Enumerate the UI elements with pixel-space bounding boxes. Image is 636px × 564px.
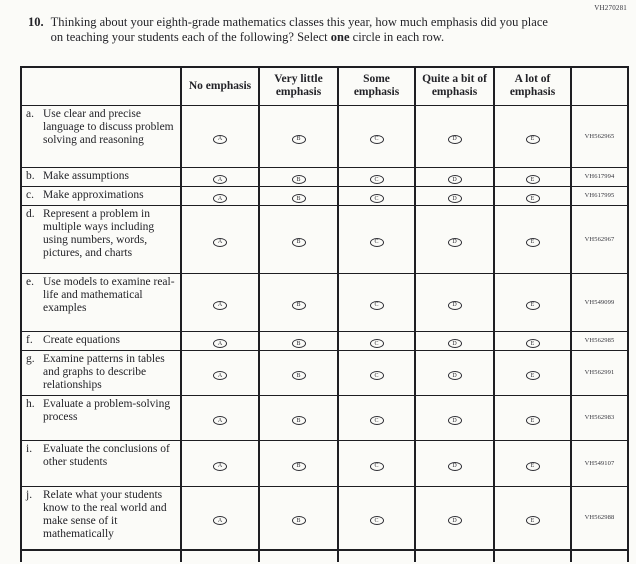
response-oval-d[interactable]: D bbox=[448, 462, 462, 471]
response-oval-c[interactable]: C bbox=[370, 416, 384, 425]
row-statement bbox=[21, 395, 181, 440]
response-oval-b[interactable]: B bbox=[292, 371, 306, 380]
response-oval-b[interactable]: B bbox=[292, 194, 306, 203]
option-cell-e bbox=[494, 105, 571, 167]
response-oval-d[interactable]: D bbox=[448, 371, 462, 380]
row-statement bbox=[21, 186, 181, 205]
emphasis-table-wrap bbox=[20, 66, 629, 562]
row-statement-text: Make assumptions bbox=[43, 169, 129, 182]
response-oval-b[interactable]: B bbox=[292, 301, 306, 310]
option-cell-d bbox=[415, 395, 494, 440]
response-oval-b[interactable]: B bbox=[292, 175, 306, 184]
response-oval-e[interactable]: E bbox=[526, 175, 540, 184]
row-letter: b. bbox=[26, 169, 35, 182]
row-statement-text: Represent a problem in multiple ways including using numbers, words, pictures, and charts bbox=[43, 207, 155, 259]
row-letter: g. bbox=[26, 352, 35, 365]
response-oval-d[interactable]: D bbox=[448, 238, 462, 247]
option-cell-d bbox=[415, 105, 494, 167]
option-cell-b bbox=[259, 167, 338, 186]
cropped-cell bbox=[494, 550, 571, 562]
response-oval-d[interactable]: D bbox=[448, 194, 462, 203]
cropped-cell bbox=[21, 550, 181, 562]
option-cell-a bbox=[181, 440, 259, 486]
row-statement bbox=[21, 350, 181, 395]
option-cell-e bbox=[494, 350, 571, 395]
option-cell-c bbox=[338, 167, 415, 186]
row-statement-text: Relate what your students know to the real world and make sense of it mathematically bbox=[43, 488, 167, 540]
column-header-very-little-emphasis: Very little emphasis bbox=[259, 67, 338, 105]
response-oval-d[interactable]: D bbox=[448, 135, 462, 144]
row-statement-text: Use models to examine real-life and mathematical examples bbox=[43, 275, 175, 314]
row-statement-text: Use clear and precise language to discuss problem solving and reasoning bbox=[43, 107, 174, 146]
row-statement bbox=[21, 486, 181, 550]
table-row bbox=[21, 350, 628, 395]
response-oval-d[interactable]: D bbox=[448, 175, 462, 184]
option-cell-e bbox=[494, 440, 571, 486]
row-letter: i. bbox=[26, 442, 33, 455]
option-cell-a bbox=[181, 331, 259, 350]
option-cell-c bbox=[338, 331, 415, 350]
option-cell-b bbox=[259, 205, 338, 273]
option-cell-a bbox=[181, 167, 259, 186]
response-oval-e[interactable]: E bbox=[526, 301, 540, 310]
row-code: VH617995 bbox=[571, 186, 628, 205]
response-oval-e[interactable]: E bbox=[526, 416, 540, 425]
response-oval-b[interactable]: B bbox=[292, 416, 306, 425]
table-row bbox=[21, 186, 628, 205]
cropped-cell bbox=[571, 550, 628, 562]
option-cell-d bbox=[415, 486, 494, 550]
row-statement bbox=[21, 105, 181, 167]
column-header-some-emphasis: Some emphasis bbox=[338, 67, 415, 105]
response-oval-a[interactable]: A bbox=[213, 416, 227, 425]
cropped-next-row-stub bbox=[21, 550, 628, 562]
option-cell-e bbox=[494, 205, 571, 273]
option-cell-c bbox=[338, 395, 415, 440]
response-oval-a[interactable]: A bbox=[213, 462, 227, 471]
response-oval-e[interactable]: E bbox=[526, 238, 540, 247]
response-oval-a[interactable]: A bbox=[213, 238, 227, 247]
question-text bbox=[51, 15, 563, 45]
option-cell-e bbox=[494, 273, 571, 331]
option-cell-d bbox=[415, 273, 494, 331]
option-cell-b bbox=[259, 440, 338, 486]
column-header-quite-a-bit-of-emphasis: Quite a bit of emphasis bbox=[415, 67, 494, 105]
response-oval-c[interactable]: C bbox=[370, 238, 384, 247]
option-cell-d bbox=[415, 331, 494, 350]
response-oval-a[interactable]: A bbox=[213, 516, 227, 525]
response-oval-b[interactable]: B bbox=[292, 238, 306, 247]
cropped-cell bbox=[181, 550, 259, 562]
response-oval-c[interactable]: C bbox=[370, 194, 384, 203]
response-oval-b[interactable]: B bbox=[292, 135, 306, 144]
row-letter: j. bbox=[26, 488, 33, 501]
column-header-no-emphasis: No emphasis bbox=[181, 67, 259, 105]
response-oval-c[interactable]: C bbox=[370, 175, 384, 184]
response-oval-c[interactable]: C bbox=[370, 135, 384, 144]
row-letter: c. bbox=[26, 188, 34, 201]
row-statement bbox=[21, 440, 181, 486]
table-row bbox=[21, 167, 628, 186]
option-cell-a bbox=[181, 105, 259, 167]
question-text-after: circle in each row. bbox=[352, 30, 445, 44]
response-oval-e[interactable]: E bbox=[526, 194, 540, 203]
emphasis-table bbox=[20, 66, 629, 562]
response-oval-c[interactable]: C bbox=[370, 516, 384, 525]
row-code: VH562991 bbox=[571, 350, 628, 395]
response-oval-c[interactable]: C bbox=[370, 301, 384, 310]
row-code: VH562983 bbox=[571, 395, 628, 440]
row-letter: f. bbox=[26, 333, 33, 346]
option-cell-e bbox=[494, 186, 571, 205]
table-row bbox=[21, 273, 628, 331]
row-code: VH562988 bbox=[571, 486, 628, 550]
response-oval-d[interactable]: D bbox=[448, 416, 462, 425]
column-header-a-lot-of-emphasis: A lot of emphasis bbox=[494, 67, 571, 105]
option-cell-d bbox=[415, 350, 494, 395]
option-cell-d bbox=[415, 186, 494, 205]
row-statement-text: Create equations bbox=[43, 333, 120, 346]
response-oval-a[interactable]: A bbox=[213, 371, 227, 380]
option-cell-b bbox=[259, 331, 338, 350]
option-cell-b bbox=[259, 105, 338, 167]
response-oval-c[interactable]: C bbox=[370, 371, 384, 380]
option-cell-d bbox=[415, 167, 494, 186]
table-row bbox=[21, 331, 628, 350]
response-oval-e[interactable]: E bbox=[526, 135, 540, 144]
table-row bbox=[21, 205, 628, 273]
table-body bbox=[21, 105, 628, 562]
response-oval-a[interactable]: A bbox=[213, 175, 227, 184]
response-oval-a[interactable]: A bbox=[213, 135, 227, 144]
question-number: 10. bbox=[28, 15, 44, 29]
table-row bbox=[21, 440, 628, 486]
page-code: VH270281 bbox=[594, 4, 627, 12]
option-cell-a bbox=[181, 350, 259, 395]
response-oval-d[interactable]: D bbox=[448, 301, 462, 310]
option-cell-c bbox=[338, 350, 415, 395]
question-text-before: Thinking about your eighth-grade mathematics classes this year, how much emphasis did you place on teaching your students each of the following? Select bbox=[50, 15, 548, 44]
option-cell-e bbox=[494, 167, 571, 186]
row-letter: a. bbox=[26, 107, 34, 120]
response-oval-a[interactable]: A bbox=[213, 339, 227, 348]
table-row bbox=[21, 395, 628, 440]
question-block bbox=[28, 15, 563, 45]
question-emphasis-word: one bbox=[330, 30, 350, 44]
option-cell-c bbox=[338, 205, 415, 273]
response-oval-a[interactable]: A bbox=[213, 301, 227, 310]
option-cell-c bbox=[338, 186, 415, 205]
option-cell-e bbox=[494, 331, 571, 350]
row-statement-text: Evaluate the conclusions of other students bbox=[43, 442, 170, 468]
option-cell-b bbox=[259, 486, 338, 550]
option-cell-c bbox=[338, 486, 415, 550]
option-cell-b bbox=[259, 273, 338, 331]
option-cell-d bbox=[415, 440, 494, 486]
table-row bbox=[21, 105, 628, 167]
response-oval-d[interactable]: D bbox=[448, 339, 462, 348]
row-code: VH549099 bbox=[571, 273, 628, 331]
option-cell-c bbox=[338, 440, 415, 486]
response-oval-b[interactable]: B bbox=[292, 339, 306, 348]
option-cell-a bbox=[181, 273, 259, 331]
cropped-cell bbox=[259, 550, 338, 562]
option-cell-b bbox=[259, 350, 338, 395]
response-oval-e[interactable]: E bbox=[526, 339, 540, 348]
option-cell-d bbox=[415, 205, 494, 273]
option-cell-e bbox=[494, 486, 571, 550]
row-code: VH562985 bbox=[571, 331, 628, 350]
row-code: VH562965 bbox=[571, 105, 628, 167]
response-oval-d[interactable]: D bbox=[448, 516, 462, 525]
row-letter: e. bbox=[26, 275, 34, 288]
option-cell-e bbox=[494, 395, 571, 440]
response-oval-e[interactable]: E bbox=[526, 462, 540, 471]
row-code: VH562967 bbox=[571, 205, 628, 273]
table-header-row bbox=[21, 67, 628, 105]
option-cell-c bbox=[338, 273, 415, 331]
option-cell-b bbox=[259, 186, 338, 205]
option-cell-a bbox=[181, 186, 259, 205]
response-oval-e[interactable]: E bbox=[526, 516, 540, 525]
row-letter: h. bbox=[26, 397, 35, 410]
row-code: VH617994 bbox=[571, 167, 628, 186]
row-statement bbox=[21, 167, 181, 186]
row-statement-text: Make approximations bbox=[43, 188, 144, 201]
option-cell-a bbox=[181, 395, 259, 440]
row-statement-text: Evaluate a problem-solving process bbox=[43, 397, 171, 423]
response-oval-b[interactable]: B bbox=[292, 462, 306, 471]
row-code: VH549107 bbox=[571, 440, 628, 486]
row-letter: d. bbox=[26, 207, 35, 220]
code-column-header bbox=[571, 67, 628, 105]
option-cell-a bbox=[181, 205, 259, 273]
row-statement bbox=[21, 273, 181, 331]
option-cell-b bbox=[259, 395, 338, 440]
row-statement bbox=[21, 205, 181, 273]
option-cell-c bbox=[338, 105, 415, 167]
response-oval-b[interactable]: B bbox=[292, 516, 306, 525]
response-oval-e[interactable]: E bbox=[526, 371, 540, 380]
table-row bbox=[21, 486, 628, 550]
response-oval-c[interactable]: C bbox=[370, 339, 384, 348]
statement-column-header bbox=[21, 67, 181, 105]
row-statement bbox=[21, 331, 181, 350]
option-cell-a bbox=[181, 486, 259, 550]
response-oval-a[interactable]: A bbox=[213, 194, 227, 203]
cropped-cell bbox=[338, 550, 415, 562]
response-oval-c[interactable]: C bbox=[370, 462, 384, 471]
cropped-cell bbox=[415, 550, 494, 562]
row-statement-text: Examine patterns in tables and graphs to describe relationships bbox=[43, 352, 165, 391]
